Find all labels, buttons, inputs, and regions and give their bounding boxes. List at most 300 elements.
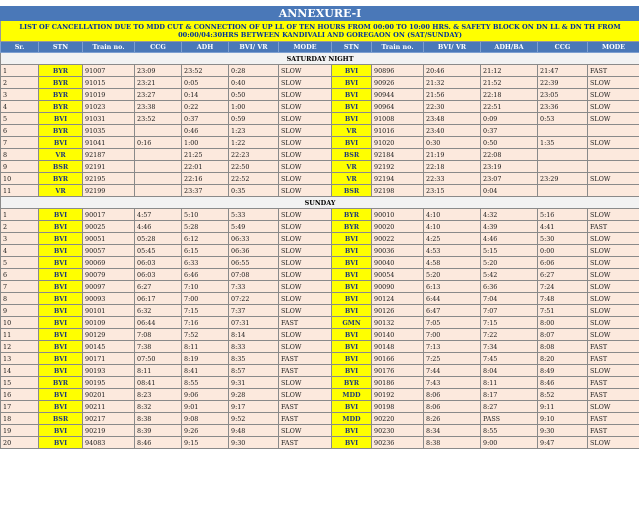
station-cell: BVI bbox=[39, 221, 83, 233]
table-cell: SLOW bbox=[279, 161, 332, 173]
table-cell: 7:13 bbox=[424, 341, 481, 353]
table-cell: 6 bbox=[1, 125, 39, 137]
table-cell: SLOW bbox=[588, 89, 639, 101]
table-cell: 92195 bbox=[83, 173, 135, 185]
table-cell: 0:00 bbox=[538, 245, 588, 257]
table-cell: 1:00 bbox=[229, 101, 279, 113]
table-cell: 90166 bbox=[372, 353, 424, 365]
table-cell: 7:16 bbox=[182, 317, 229, 329]
column-header: Train no. bbox=[83, 42, 135, 53]
table-cell: 0:28 bbox=[229, 65, 279, 77]
table-cell: 5:20 bbox=[481, 257, 538, 269]
table-cell: SLOW bbox=[588, 77, 639, 89]
table-cell: SLOW bbox=[588, 365, 639, 377]
station-cell: BVI bbox=[39, 233, 83, 245]
table-cell: 7:22 bbox=[481, 329, 538, 341]
table-cell bbox=[538, 125, 588, 137]
table-cell: 9:31 bbox=[229, 377, 279, 389]
table-cell: 8:00 bbox=[538, 317, 588, 329]
table-cell: 23:19 bbox=[481, 161, 538, 173]
table-cell: 4:58 bbox=[424, 257, 481, 269]
table-row bbox=[1, 173, 639, 185]
column-header: Sr. bbox=[1, 42, 39, 53]
table-cell: 92184 bbox=[372, 149, 424, 161]
station-cell: VR bbox=[332, 125, 372, 137]
station-cell: BVI bbox=[39, 245, 83, 257]
station-cell: BVI bbox=[332, 281, 372, 293]
table-cell: 7:05 bbox=[424, 317, 481, 329]
table-cell: 91015 bbox=[83, 77, 135, 89]
table-cell: 5:33 bbox=[229, 209, 279, 221]
table-row bbox=[1, 401, 639, 413]
table-cell: SLOW bbox=[279, 149, 332, 161]
table-cell: SLOW bbox=[279, 185, 332, 197]
cancellation-table bbox=[0, 6, 639, 449]
table-cell: 14 bbox=[1, 365, 39, 377]
table-cell: 8 bbox=[1, 293, 39, 305]
table-cell bbox=[588, 125, 639, 137]
table-cell: FAST bbox=[588, 353, 639, 365]
table-cell: 1 bbox=[1, 65, 39, 77]
table-cell: 23:05 bbox=[538, 89, 588, 101]
table-cell: 6:36 bbox=[481, 281, 538, 293]
station-cell: BSR bbox=[39, 413, 83, 425]
table-cell: 90051 bbox=[83, 233, 135, 245]
table-cell: 90198 bbox=[372, 401, 424, 413]
station-cell: MDD bbox=[332, 413, 372, 425]
table-cell: 22:18 bbox=[424, 161, 481, 173]
station-cell: BSR bbox=[332, 185, 372, 197]
column-header: CCG bbox=[538, 42, 588, 53]
station-cell: BVI bbox=[332, 113, 372, 125]
table-cell: 22:08 bbox=[481, 149, 538, 161]
table-cell: 1 bbox=[1, 209, 39, 221]
station-cell: BVI bbox=[39, 341, 83, 353]
station-cell: BSR bbox=[39, 161, 83, 173]
table-cell: 1:22 bbox=[229, 137, 279, 149]
table-cell: 0:04 bbox=[481, 185, 538, 197]
station-cell: BYR bbox=[39, 65, 83, 77]
column-header: MODE bbox=[588, 42, 639, 53]
table-cell: 8:11 bbox=[135, 365, 182, 377]
table-cell: 06:36 bbox=[229, 245, 279, 257]
column-header: STN bbox=[39, 42, 83, 53]
table-cell: 6 bbox=[1, 269, 39, 281]
table-cell: SLOW bbox=[588, 245, 639, 257]
table-cell: 6:32 bbox=[135, 305, 182, 317]
section-header-row bbox=[1, 53, 639, 65]
section-title: SUNDAY bbox=[1, 197, 639, 209]
table-cell: FAST bbox=[279, 365, 332, 377]
table-cell: 0:59 bbox=[229, 113, 279, 125]
table-cell: 90217 bbox=[83, 413, 135, 425]
table-cell: 90036 bbox=[372, 245, 424, 257]
table-cell: 7:15 bbox=[481, 317, 538, 329]
table-cell: 11 bbox=[1, 329, 39, 341]
table-cell: 4:25 bbox=[424, 233, 481, 245]
table-cell: FAST bbox=[588, 413, 639, 425]
station-cell: BYR bbox=[332, 209, 372, 221]
table-cell: 4:46 bbox=[135, 221, 182, 233]
table-row bbox=[1, 317, 639, 329]
table-cell: 21:32 bbox=[424, 77, 481, 89]
table-row bbox=[1, 89, 639, 101]
table-cell: 7:10 bbox=[182, 281, 229, 293]
table-cell: FAST bbox=[279, 437, 332, 449]
table-cell: 90964 bbox=[372, 101, 424, 113]
table-row bbox=[1, 353, 639, 365]
table-cell: SLOW bbox=[588, 137, 639, 149]
table-cell: 90124 bbox=[372, 293, 424, 305]
station-cell: BVI bbox=[332, 89, 372, 101]
table-cell: SLOW bbox=[588, 293, 639, 305]
table-cell: 0:16 bbox=[135, 137, 182, 149]
station-cell: BVI bbox=[39, 269, 83, 281]
station-cell: BVI bbox=[39, 281, 83, 293]
station-cell: BVI bbox=[39, 293, 83, 305]
table-cell: SLOW bbox=[279, 113, 332, 125]
station-cell: BVI bbox=[332, 257, 372, 269]
table-cell: 6:27 bbox=[135, 281, 182, 293]
table-cell: SLOW bbox=[279, 101, 332, 113]
table-cell: 8:19 bbox=[182, 353, 229, 365]
station-cell: BYR bbox=[39, 173, 83, 185]
table-cell: 23:37 bbox=[182, 185, 229, 197]
table-cell: SLOW bbox=[588, 101, 639, 113]
table-cell: SLOW bbox=[279, 269, 332, 281]
station-cell: BVI bbox=[332, 65, 372, 77]
table-cell: 92192 bbox=[372, 161, 424, 173]
table-cell: SLOW bbox=[279, 137, 332, 149]
station-cell: BVI bbox=[332, 365, 372, 377]
station-cell: BVI bbox=[332, 233, 372, 245]
table-cell: 4:53 bbox=[424, 245, 481, 257]
table-cell: SLOW bbox=[588, 329, 639, 341]
table-cell: 90944 bbox=[372, 89, 424, 101]
table-cell: 9:01 bbox=[182, 401, 229, 413]
station-cell: BSR bbox=[332, 149, 372, 161]
station-cell: BVI bbox=[39, 317, 83, 329]
table-cell: 0:37 bbox=[481, 125, 538, 137]
table-cell: 6:47 bbox=[424, 305, 481, 317]
station-cell: BVI bbox=[332, 329, 372, 341]
table-cell bbox=[538, 149, 588, 161]
table-cell: SLOW bbox=[279, 305, 332, 317]
table-cell: 23:52 bbox=[135, 113, 182, 125]
table-cell: 06:55 bbox=[229, 257, 279, 269]
station-cell: BVI bbox=[39, 437, 83, 449]
station-cell: BVI bbox=[332, 101, 372, 113]
table-cell: 10 bbox=[1, 173, 39, 185]
column-header: Train no. bbox=[372, 42, 424, 53]
table-cell: 7:45 bbox=[481, 353, 538, 365]
station-cell: BVI bbox=[39, 113, 83, 125]
column-header: STN bbox=[332, 42, 372, 53]
table-cell: 90171 bbox=[83, 353, 135, 365]
table-cell: 22:01 bbox=[182, 161, 229, 173]
table-cell: 10 bbox=[1, 317, 39, 329]
table-cell: 5:28 bbox=[182, 221, 229, 233]
table-cell: 9:52 bbox=[229, 413, 279, 425]
section-title: SATURDAY NIGHT bbox=[1, 53, 639, 65]
table-cell: 9:10 bbox=[538, 413, 588, 425]
table-cell: 06:03 bbox=[135, 257, 182, 269]
table-cell: 4:10 bbox=[424, 209, 481, 221]
table-row bbox=[1, 413, 639, 425]
column-header: ADH bbox=[182, 42, 229, 53]
table-cell: 23:52 bbox=[182, 65, 229, 77]
column-header: ADH/BA bbox=[481, 42, 538, 53]
table-cell: 0:14 bbox=[182, 89, 229, 101]
table-cell: SLOW bbox=[279, 329, 332, 341]
station-cell: BYR bbox=[39, 377, 83, 389]
table-cell: 6:44 bbox=[424, 293, 481, 305]
table-cell: 5 bbox=[1, 113, 39, 125]
table-cell: 21:52 bbox=[481, 77, 538, 89]
table-cell: 2 bbox=[1, 221, 39, 233]
table-cell: FAST bbox=[279, 353, 332, 365]
table-cell: 8:33 bbox=[229, 341, 279, 353]
table-row bbox=[1, 185, 639, 197]
table-cell: 90109 bbox=[83, 317, 135, 329]
table-cell: 23:07 bbox=[481, 173, 538, 185]
table-row bbox=[1, 137, 639, 149]
table-cell: 92194 bbox=[372, 173, 424, 185]
table-cell: 5:10 bbox=[182, 209, 229, 221]
table-row bbox=[1, 365, 639, 377]
table-cell: 08:41 bbox=[135, 377, 182, 389]
table-cell: 90201 bbox=[83, 389, 135, 401]
table-cell: 0:22 bbox=[182, 101, 229, 113]
table-cell: 8:26 bbox=[424, 413, 481, 425]
table-cell: FAST bbox=[588, 425, 639, 437]
table-cell: SLOW bbox=[279, 425, 332, 437]
table-cell: 90140 bbox=[372, 329, 424, 341]
station-cell: BVI bbox=[39, 137, 83, 149]
table-cell: FAST bbox=[279, 317, 332, 329]
table-cell bbox=[135, 185, 182, 197]
table-cell bbox=[135, 173, 182, 185]
table-cell: 90097 bbox=[83, 281, 135, 293]
table-cell: SLOW bbox=[588, 209, 639, 221]
station-cell: BVI bbox=[332, 305, 372, 317]
table-cell: 8:46 bbox=[135, 437, 182, 449]
table-row bbox=[1, 245, 639, 257]
table-cell: 9:48 bbox=[229, 425, 279, 437]
table-cell: 0:50 bbox=[481, 137, 538, 149]
table-cell: 1:35 bbox=[538, 137, 588, 149]
station-cell: BYR bbox=[39, 77, 83, 89]
table-cell: 0:40 bbox=[229, 77, 279, 89]
table-cell: 90101 bbox=[83, 305, 135, 317]
table-cell: 9:00 bbox=[481, 437, 538, 449]
table-cell: 9:47 bbox=[538, 437, 588, 449]
station-cell: BVI bbox=[332, 77, 372, 89]
table-cell: 8:52 bbox=[538, 389, 588, 401]
table-cell: 90926 bbox=[372, 77, 424, 89]
table-cell: 20 bbox=[1, 437, 39, 449]
table-cell bbox=[135, 149, 182, 161]
table-row bbox=[1, 125, 639, 137]
station-cell: BVI bbox=[332, 425, 372, 437]
table-cell: 6:27 bbox=[538, 269, 588, 281]
table-cell: SLOW bbox=[588, 305, 639, 317]
table-cell: SLOW bbox=[588, 269, 639, 281]
table-cell bbox=[538, 161, 588, 173]
table-cell: 7:25 bbox=[424, 353, 481, 365]
section-header-row bbox=[1, 197, 639, 209]
table-cell bbox=[588, 185, 639, 197]
table-row bbox=[1, 377, 639, 389]
column-header: BVI/ VR bbox=[424, 42, 481, 53]
table-cell: 5:20 bbox=[424, 269, 481, 281]
table-cell: SLOW bbox=[279, 125, 332, 137]
table-cell: SLOW bbox=[279, 341, 332, 353]
table-row bbox=[1, 149, 639, 161]
table-cell: 90132 bbox=[372, 317, 424, 329]
station-cell: BVI bbox=[332, 401, 372, 413]
table-cell: 90148 bbox=[372, 341, 424, 353]
table-cell: 7:33 bbox=[229, 281, 279, 293]
table-cell: 90025 bbox=[83, 221, 135, 233]
table-cell bbox=[538, 185, 588, 197]
table-cell: 6:46 bbox=[182, 269, 229, 281]
table-cell: 8:17 bbox=[481, 389, 538, 401]
table-cell: 8:20 bbox=[538, 353, 588, 365]
station-cell: BVI bbox=[39, 401, 83, 413]
table-cell: 90192 bbox=[372, 389, 424, 401]
station-cell: BVI bbox=[39, 257, 83, 269]
table-row bbox=[1, 305, 639, 317]
table-cell: SLOW bbox=[588, 437, 639, 449]
table-cell: 90022 bbox=[372, 233, 424, 245]
station-cell: VR bbox=[332, 173, 372, 185]
table-cell: SLOW bbox=[279, 173, 332, 185]
table-cell: 4:32 bbox=[481, 209, 538, 221]
table-cell: SLOW bbox=[588, 401, 639, 413]
table-row bbox=[1, 257, 639, 269]
table-cell: SLOW bbox=[279, 389, 332, 401]
table-row bbox=[1, 293, 639, 305]
table-cell: 8:08 bbox=[538, 341, 588, 353]
table-cell: 91031 bbox=[83, 113, 135, 125]
table-cell: 7:52 bbox=[182, 329, 229, 341]
table-row bbox=[1, 281, 639, 293]
table-cell: FAST bbox=[588, 221, 639, 233]
table-cell: 91016 bbox=[372, 125, 424, 137]
table-cell: FAST bbox=[279, 413, 332, 425]
table-cell: 0:05 bbox=[182, 77, 229, 89]
table-cell: 22:50 bbox=[229, 161, 279, 173]
table-cell: 0:37 bbox=[182, 113, 229, 125]
table-cell: 9:26 bbox=[182, 425, 229, 437]
table-cell: SLOW bbox=[279, 257, 332, 269]
table-cell: 8:04 bbox=[481, 365, 538, 377]
table-cell: 9:15 bbox=[182, 437, 229, 449]
table-cell: 91035 bbox=[83, 125, 135, 137]
station-cell: BVI bbox=[332, 341, 372, 353]
table-cell: 5:30 bbox=[538, 233, 588, 245]
table-cell: 5 bbox=[1, 257, 39, 269]
station-cell: BVI bbox=[39, 305, 83, 317]
table-cell: 8:11 bbox=[481, 377, 538, 389]
table-cell: 07:50 bbox=[135, 353, 182, 365]
table-cell: 92199 bbox=[83, 185, 135, 197]
table-cell: 15 bbox=[1, 377, 39, 389]
table-cell: 22:52 bbox=[229, 173, 279, 185]
table-row bbox=[1, 389, 639, 401]
table-cell: 17 bbox=[1, 401, 39, 413]
table-cell: 7:48 bbox=[538, 293, 588, 305]
column-header: MODE bbox=[279, 42, 332, 53]
table-cell: 9 bbox=[1, 305, 39, 317]
station-cell: BVI bbox=[39, 425, 83, 437]
table-body bbox=[1, 53, 639, 449]
table-cell: 06:44 bbox=[135, 317, 182, 329]
table-cell: 7:07 bbox=[481, 305, 538, 317]
table-cell: 90230 bbox=[372, 425, 424, 437]
table-cell: 07:22 bbox=[229, 293, 279, 305]
table-cell: 9:28 bbox=[229, 389, 279, 401]
table-cell: 7:34 bbox=[481, 341, 538, 353]
table-cell: 2 bbox=[1, 77, 39, 89]
table-cell: 90219 bbox=[83, 425, 135, 437]
table-cell: 94083 bbox=[83, 437, 135, 449]
table-cell: 22:39 bbox=[538, 77, 588, 89]
table-cell: 4:41 bbox=[538, 221, 588, 233]
station-cell: BVI bbox=[332, 437, 372, 449]
column-header: CCG bbox=[135, 42, 182, 53]
station-cell: GMN bbox=[332, 317, 372, 329]
table-cell bbox=[135, 125, 182, 137]
table-row bbox=[1, 221, 639, 233]
table-cell: 8:06 bbox=[424, 389, 481, 401]
station-cell: VR bbox=[39, 149, 83, 161]
station-cell: VR bbox=[332, 161, 372, 173]
table-cell: 90093 bbox=[83, 293, 135, 305]
table-cell: 22:51 bbox=[481, 101, 538, 113]
table-cell: 0:30 bbox=[424, 137, 481, 149]
table-cell: SLOW bbox=[279, 245, 332, 257]
table-cell: 22:16 bbox=[182, 173, 229, 185]
station-cell: BVI bbox=[332, 245, 372, 257]
table-cell: 5:49 bbox=[229, 221, 279, 233]
station-cell: BYR bbox=[39, 101, 83, 113]
annexure-sheet bbox=[0, 6, 639, 449]
table-cell: 20:46 bbox=[424, 65, 481, 77]
table-cell: 05:45 bbox=[135, 245, 182, 257]
station-cell: BVI bbox=[39, 389, 83, 401]
table-cell: 8:14 bbox=[229, 329, 279, 341]
table-cell: 21:47 bbox=[538, 65, 588, 77]
table-cell: 90195 bbox=[83, 377, 135, 389]
column-header-row bbox=[1, 42, 639, 53]
table-cell: 1:00 bbox=[182, 137, 229, 149]
station-cell: BYR bbox=[39, 125, 83, 137]
table-cell: 21:19 bbox=[424, 149, 481, 161]
table-row bbox=[1, 269, 639, 281]
table-cell: 07:08 bbox=[229, 269, 279, 281]
table-cell: 90176 bbox=[372, 365, 424, 377]
table-cell: 6:06 bbox=[538, 257, 588, 269]
table-cell: 8:38 bbox=[135, 413, 182, 425]
table-cell: 19 bbox=[1, 425, 39, 437]
table-cell: 9:30 bbox=[538, 425, 588, 437]
station-cell: BYR bbox=[332, 221, 372, 233]
table-cell: 21:12 bbox=[481, 65, 538, 77]
table-cell: 8:55 bbox=[182, 377, 229, 389]
table-cell: SLOW bbox=[279, 65, 332, 77]
